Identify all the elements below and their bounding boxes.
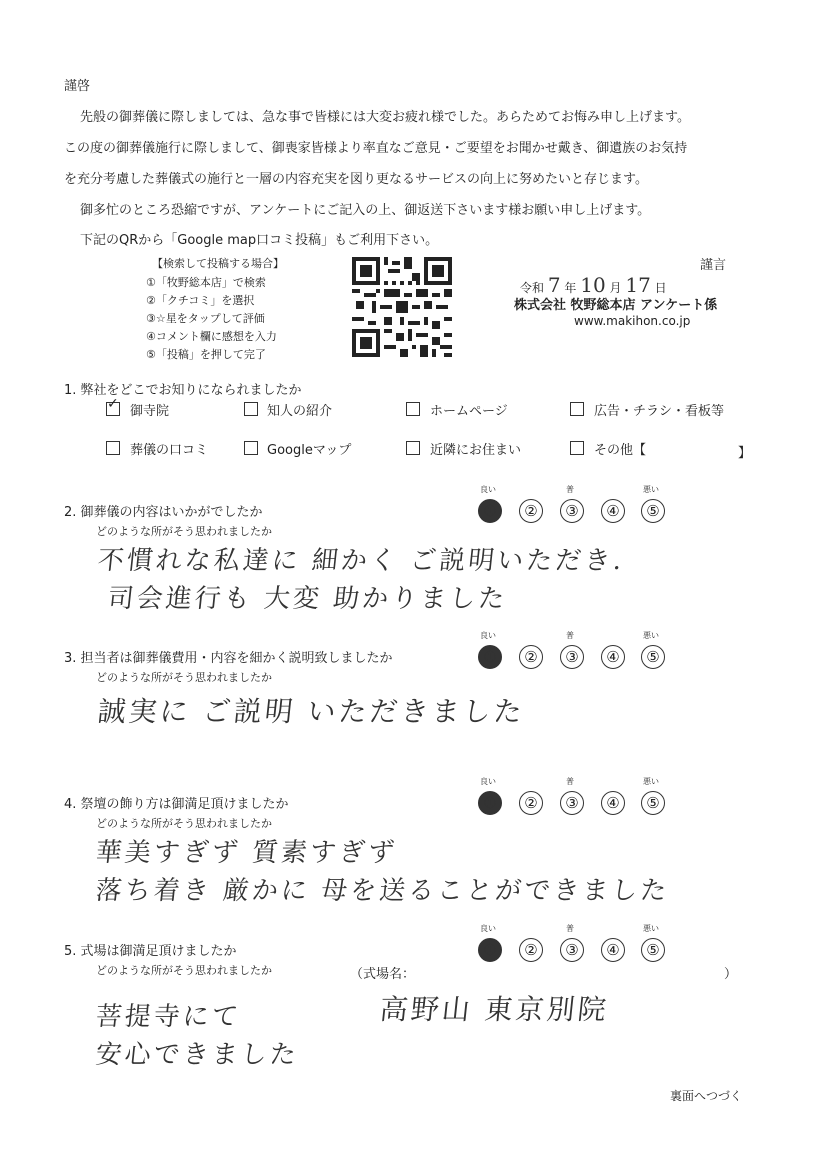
rating-option-1[interactable]: ① — [478, 938, 502, 962]
rating-option-2[interactable]: ② — [519, 938, 543, 962]
venue-close: ） — [724, 967, 738, 982]
option-checkbox[interactable] — [106, 441, 120, 455]
date-year: 7 — [547, 273, 561, 297]
handwritten-answer: 安心できました — [94, 1040, 301, 1070]
rating-option-3[interactable]: ③ — [560, 938, 584, 962]
rating-option-2[interactable]: ② — [519, 791, 543, 815]
rating-option-4[interactable]: ④ — [601, 791, 625, 815]
rating-option-5[interactable]: ⑤ — [641, 499, 665, 523]
rating-label-good: 良い — [480, 485, 496, 494]
question-3: 3. 担当者は御葬儀費用・内容を細かく説明致しましたか — [64, 651, 393, 666]
check-mark-icon: ✓ — [107, 396, 119, 412]
sub-prompt: どのような所がそう思われましたか — [96, 817, 272, 830]
rating-option-3[interactable]: ③ — [560, 499, 584, 523]
rating-option-5[interactable]: ⑤ — [641, 938, 665, 962]
rating-option-1[interactable]: ① — [478, 499, 502, 523]
option-checkbox[interactable] — [244, 402, 258, 416]
rating-option-5[interactable]: ⑤ — [641, 791, 665, 815]
handwritten-answer: 華美すぎず 質素すぎず — [94, 838, 399, 868]
rating-option-4[interactable]: ④ — [601, 645, 625, 669]
company-name: 株式会社 牧野総本店 アンケート係 — [514, 298, 718, 313]
steps-title: 【検索して投稿する場合】 — [152, 257, 284, 270]
option-close-bracket: 】 — [738, 446, 752, 461]
handwritten-venue-name: 高野山 東京別院 — [378, 993, 611, 1026]
option-checkbox[interactable] — [406, 402, 420, 416]
option-checkbox[interactable] — [106, 396, 120, 416]
rating-label-normal: 普 — [566, 777, 574, 786]
handwritten-answer: 不慣れな私達に 細かく ご説明いただき. — [96, 546, 627, 576]
venue-label: （式場名： — [350, 967, 416, 982]
rating-label-normal: 普 — [566, 924, 574, 933]
closing-word: 謹言 — [700, 258, 727, 273]
option-label: 近隣にお住まい — [430, 443, 522, 458]
sub-prompt: どのような所がそう思われましたか — [96, 964, 272, 977]
sub-prompt: どのような所がそう思われましたか — [96, 525, 272, 538]
rating-label-bad: 悪い — [643, 777, 659, 786]
qr-code-icon[interactable] — [352, 257, 452, 357]
handwritten-answer: 司会進行も 大変 助かりました — [106, 584, 509, 614]
question-4: 4. 祭壇の飾り方は御満足頂けましたか — [64, 797, 289, 812]
handwritten-answer: 誠実に ご説明 いただきました — [96, 695, 527, 728]
question-2: 2. 御葬儀の内容はいかがでしたか — [64, 505, 263, 520]
rating-option-1[interactable]: ① — [478, 645, 502, 669]
step-item: ②「クチコミ」を選択 — [146, 294, 255, 307]
question-5: 5. 式場は御満足頂けましたか — [64, 944, 237, 959]
handwritten-answer: 落ち着き 厳かに 母を送ることができました — [94, 876, 671, 906]
option-label: その他【 — [594, 443, 647, 458]
rating-option-5[interactable]: ⑤ — [641, 645, 665, 669]
date-day: 17 — [625, 273, 651, 297]
company-url[interactable]: www.makihon.co.jp — [574, 314, 691, 328]
option-label: ホームページ — [430, 404, 508, 419]
rating-label-good: 良い — [480, 777, 496, 786]
step-item: ③☆星をタップして評価 — [146, 312, 265, 325]
rating-option-3[interactable]: ③ — [560, 791, 584, 815]
rating-option-2[interactable]: ② — [519, 645, 543, 669]
rating-label-bad: 悪い — [643, 485, 659, 494]
rating-option-2[interactable]: ② — [519, 499, 543, 523]
salutation: 謹啓 — [64, 79, 91, 94]
intro-paragraph-line: 先般の御葬儀に際しましては、急な事で皆様には大変お疲れ様でした。あらためてお悔み申し上げます。 — [80, 110, 690, 125]
option-checkbox[interactable] — [570, 441, 584, 455]
rating-label-bad: 悪い — [643, 924, 659, 933]
option-label: 広告・チラシ・看板等 — [594, 404, 725, 419]
option-checkbox[interactable] — [570, 402, 584, 416]
sub-prompt: どのような所がそう思われましたか — [96, 671, 272, 684]
option-checkbox[interactable] — [406, 441, 420, 455]
option-label: 御寺院 — [130, 404, 170, 419]
step-item: ⑤「投稿」を押して完了 — [146, 348, 266, 361]
rating-label-good: 良い — [480, 924, 496, 933]
option-label: Googleマップ — [267, 443, 352, 458]
question-1: 1. 弊社をどこでお知りになられましたか — [64, 383, 302, 398]
handwritten-answer: 菩提寺にて — [94, 1002, 243, 1032]
intro-paragraph-line: 御多忙のところ恐縮ですが、アンケートにご記入の上、御返送下さいます様お願い申し上げます。 — [80, 203, 651, 218]
rating-label-good: 良い — [480, 631, 496, 640]
intro-paragraph-line: 下記のQRから「Google map口コミ投稿」もご利用下さい。 — [80, 233, 439, 248]
step-item: ④コメント欄に感想を入力 — [146, 330, 277, 343]
option-checkbox[interactable] — [244, 441, 258, 455]
date-month: 10 — [580, 273, 606, 297]
date-month-unit: 月 — [609, 281, 622, 295]
option-label: 知人の紹介 — [267, 404, 333, 419]
intro-paragraph-line: を充分考慮した葬儀式の施行と一層の内容充実を図り更なるサービスの向上に努めたいと存じます。 — [64, 172, 648, 187]
rating-option-4[interactable]: ④ — [601, 938, 625, 962]
rating-option-3[interactable]: ③ — [560, 645, 584, 669]
intro-paragraph-line: この度の御葬儀施行に際しまして、御喪家皆様より率直なご意見・ご要望をお聞かせ戴き、御遺族のお気持 — [64, 141, 688, 156]
date-era: 令和 — [520, 281, 545, 295]
rating-label-normal: 普 — [566, 631, 574, 640]
step-item: ①「牧野総本店」で検索 — [146, 276, 266, 289]
continue-note: 裏面へつづく — [670, 1089, 743, 1103]
option-label: 葬儀の口コミ — [130, 443, 209, 458]
rating-label-normal: 普 — [566, 485, 574, 494]
rating-option-4[interactable]: ④ — [601, 499, 625, 523]
rating-label-bad: 悪い — [643, 631, 659, 640]
date-year-unit: 年 — [564, 281, 577, 295]
date-day-unit: 日 — [654, 281, 667, 295]
rating-option-1[interactable]: ① — [478, 791, 502, 815]
